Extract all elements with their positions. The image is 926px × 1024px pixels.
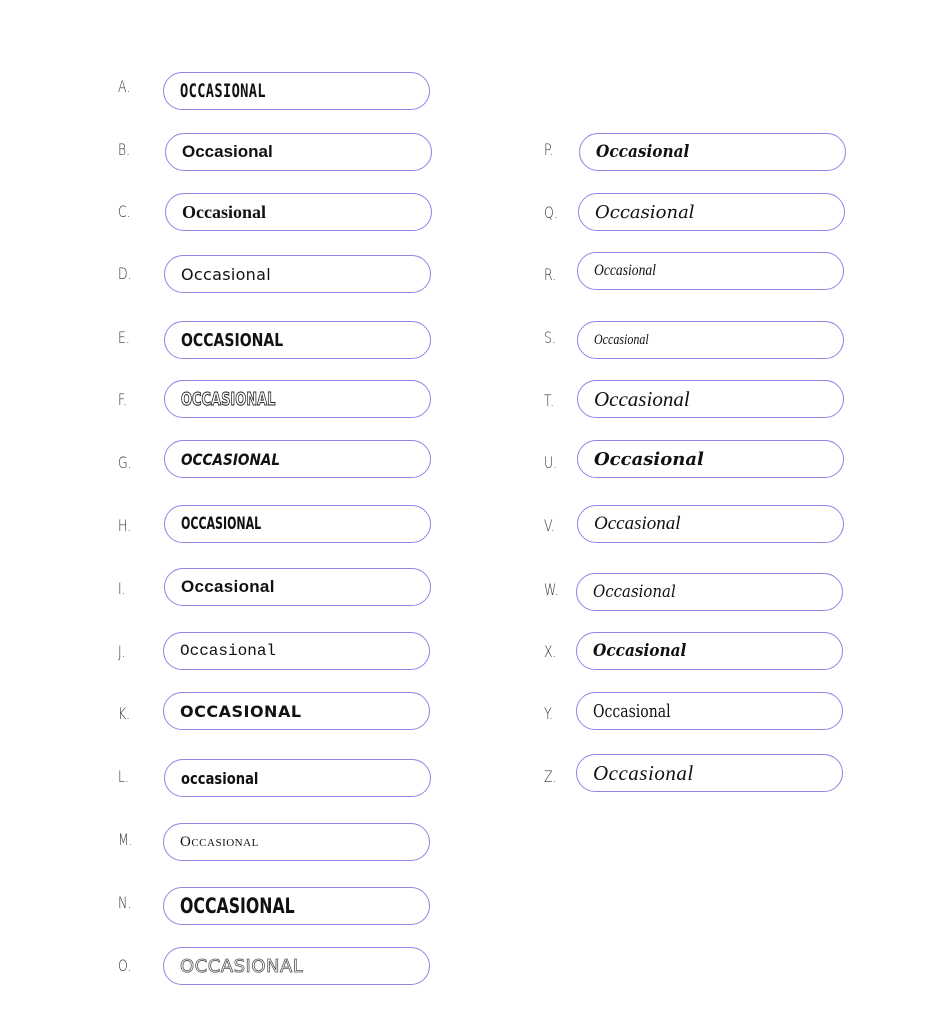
font-sample-text: Occasional [596,142,690,162]
option-letter-p: P. [544,140,554,159]
font-option-t[interactable] [577,380,844,418]
option-letter-d: D. [118,264,132,283]
font-option-s[interactable] [577,321,844,359]
font-option-r[interactable] [577,252,844,290]
font-sample-text: Occasional [595,201,695,223]
font-sample-text: Occasional [593,582,676,602]
font-sample-text: Occasional [182,142,273,161]
font-sample-text: Occasional [594,448,704,470]
option-letter-t: T. [544,391,555,410]
font-sample-text: Occasional [594,331,649,348]
font-sample-text: Occasional [593,760,694,785]
option-letter-s: S. [544,328,556,347]
font-sample-text: OCCASIONAL [181,388,276,410]
option-letter-b: B. [118,140,131,159]
font-option-b[interactable] [165,133,432,171]
font-sample-text: Occasional [593,700,671,722]
font-sample-text: OCCASIONAL [181,514,262,534]
font-sample-text: occasional [181,768,259,788]
font-sample-text: Occasional [181,264,271,284]
font-option-e[interactable] [164,321,431,359]
font-sample-text: OCCASIONAL [181,449,281,469]
option-letter-j: J. [118,642,126,661]
font-option-d[interactable] [164,255,431,293]
font-sample-text: Occasional [180,642,277,660]
font-option-a[interactable] [163,72,430,110]
font-sample-text: Occasional [180,833,259,850]
font-sample-text: OCCASIONAL [181,329,284,351]
font-sample-text: OCCASIONAL [180,701,302,721]
font-option-i[interactable] [164,568,431,606]
font-option-l[interactable] [164,759,431,797]
font-option-m[interactable] [163,823,430,861]
font-sample-text: OCCASIONAL [180,80,266,102]
font-sample-text: Occasional [182,201,266,222]
font-option-z[interactable] [576,754,843,792]
option-letter-o: O. [118,956,132,975]
option-letter-e: E. [118,328,130,347]
font-option-h[interactable] [164,505,431,543]
font-option-w[interactable] [576,573,843,611]
option-letter-c: C. [118,202,131,221]
option-letter-u: U. [544,453,558,472]
option-letter-v: V. [544,516,555,535]
font-option-n[interactable] [163,887,430,925]
option-letter-f: F. [118,390,128,409]
font-sample-text: Occasional [181,577,275,596]
font-option-v[interactable] [577,505,844,543]
font-option-j[interactable] [163,632,430,670]
option-letter-x: X. [544,642,557,661]
font-option-q[interactable] [578,193,845,231]
font-option-f[interactable] [164,380,431,418]
font-sample-text: Occasional [594,262,656,279]
font-sample-text: Occasional [594,386,690,411]
font-sample-text: Occasional [593,641,687,661]
font-sample-text: Occasional [594,513,681,534]
option-letter-k: K. [118,704,131,723]
font-option-x[interactable] [576,632,843,670]
font-option-p[interactable] [579,133,846,171]
option-letter-l: L. [118,767,129,786]
option-letter-n: N. [118,893,132,912]
font-option-y[interactable] [576,692,843,730]
option-letter-h: H. [118,516,132,535]
font-option-k[interactable] [163,692,430,730]
font-option-c[interactable] [165,193,432,231]
option-letter-i: I. [118,579,126,598]
font-option-o[interactable] [163,947,430,985]
font-option-g[interactable] [164,440,431,478]
option-letter-w: W. [544,580,559,599]
option-letter-y: Y. [544,704,554,723]
option-letter-a: A. [118,77,131,96]
option-letter-g: G. [118,453,132,472]
option-letter-m: M. [118,830,133,849]
option-letter-z: Z. [544,767,557,786]
option-letter-r: R. [544,265,557,284]
font-sample-text: OCCASIONAL [180,955,304,977]
font-sample-text: OCCASIONAL [180,894,295,918]
font-option-u[interactable] [577,440,844,478]
option-letter-q: Q. [544,203,558,222]
